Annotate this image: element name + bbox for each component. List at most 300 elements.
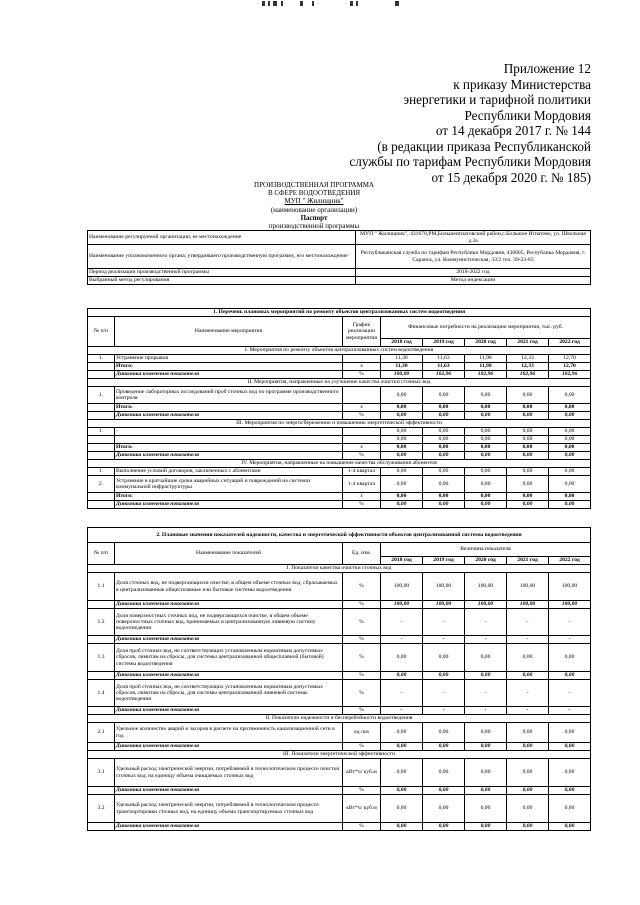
row-number [88, 823, 115, 831]
row-name: Динамика изменения показателя [115, 601, 343, 609]
row-name: - [115, 428, 343, 436]
passport-value: Республиканская служба по тарифам Республики Мордовия, 430005, Республика Мордовия, г. Саранск, ул. Коммунистическая, 33/2 тел. 39-23-83 [356, 245, 591, 269]
row-name: Динамика изменения показателя [115, 501, 343, 509]
row-value: - [465, 707, 507, 715]
row-value: 102,96 [549, 371, 591, 379]
col-header-num: № п/п [88, 317, 115, 347]
row-value: 100,00 [381, 573, 423, 601]
row-value: 0,00 [381, 493, 423, 501]
row-value: - [507, 636, 549, 644]
row-value: - [423, 609, 465, 636]
row-number: 1. [88, 468, 115, 476]
passport-row [88, 277, 591, 285]
year-header: 2022 год [549, 557, 591, 565]
row-number: 3.1 [88, 759, 115, 787]
row-value: - [549, 680, 591, 707]
row-value: 0,00 [423, 644, 465, 672]
table-row [88, 404, 591, 412]
passport-value: 2018-2022 год [356, 269, 591, 277]
appendix-line: службы по тарифам Республики Мордовия [349, 154, 591, 169]
row-value: - [549, 609, 591, 636]
row-value: 0,00 [381, 743, 423, 751]
row-value: 0,00 [423, 468, 465, 476]
passport-label: Наименование регулируемой организации, ее местонахождение [88, 231, 356, 245]
row-value: 0,00 [507, 387, 549, 404]
row-schedule [343, 355, 381, 363]
row-schedule: х [343, 404, 381, 412]
passport-heading: Паспорт [300, 213, 328, 222]
row-value: 100,00 [381, 371, 423, 379]
year-header: 2022 год [549, 339, 591, 347]
row-name: Удельное количество аварий и засоров в расчете на протяженность канализационной сети в год [115, 723, 343, 743]
appendix-line: от 14 декабря 2017 г. № 144 [435, 123, 591, 138]
row-value: 0,00 [507, 452, 549, 460]
row-unit: % [343, 644, 381, 672]
row-schedule: 1-4 квартал [343, 468, 381, 476]
section-heading: III. Мероприятия по энергосбережению и повышению энергетической эффективности [88, 420, 591, 428]
row-value: 0,00 [465, 404, 507, 412]
row-number [88, 444, 115, 452]
row-schedule: х [343, 444, 381, 452]
row-unit: % [343, 823, 381, 831]
appendix-line: (в редакции приказа Республиканской [377, 138, 591, 154]
row-value: 0,00 [423, 787, 465, 795]
row-value: 0,00 [423, 723, 465, 743]
row-value: 0,00 [465, 493, 507, 501]
year-header: 2021 год [507, 339, 549, 347]
row-value: 11,98 [465, 355, 507, 363]
row-value: - [381, 609, 423, 636]
row-value: 0,00 [465, 644, 507, 672]
program-title-line: ПРОИЗВОДСТВЕННАЯ ПРОГРАММА [254, 181, 374, 189]
row-number: 1.1 [88, 573, 115, 601]
row-unit: % [343, 609, 381, 636]
row-value: 0,00 [507, 468, 549, 476]
row-value: 0,00 [507, 823, 549, 831]
appendix-line: Республики Мордовия [464, 107, 591, 123]
row-unit: % [343, 573, 381, 601]
passport-row [88, 245, 591, 269]
row-value: 0,00 [423, 795, 465, 823]
table-row [88, 573, 591, 601]
row-number: 1. [88, 355, 115, 363]
row-value: 0,00 [423, 759, 465, 787]
table-row [88, 601, 591, 609]
row-number [88, 493, 115, 501]
row-value: 0,00 [465, 823, 507, 831]
indicators-table [87, 527, 591, 831]
row-value: 0,00 [465, 452, 507, 460]
measures-title: 1. Перечень плановых мероприятий по ремонту объектов централизованных систем водоотведения [88, 309, 591, 317]
row-value: 11,98 [465, 363, 507, 371]
row-value: - [549, 636, 591, 644]
row-name: Динамика изменения показателя [115, 672, 343, 680]
row-value: - [465, 680, 507, 707]
appendix-line: от 15 декабря 2020 г. № 185) [431, 169, 591, 185]
row-value: 0,00 [507, 493, 549, 501]
row-value: 0,00 [381, 476, 423, 493]
row-number: 2.1 [88, 723, 115, 743]
row-value: 102,96 [507, 371, 549, 379]
scan-edge-marks [0, 0, 640, 8]
appendix-line: энергетики и тарифной политики [403, 92, 591, 107]
table-row [88, 355, 591, 363]
year-header: 2018 год [381, 557, 423, 565]
row-value: 0,00 [381, 468, 423, 476]
row-value: 0,00 [465, 672, 507, 680]
row-value: 0,00 [381, 428, 423, 436]
row-value: 0,00 [423, 452, 465, 460]
row-number [88, 743, 115, 751]
row-value: 0,00 [381, 412, 423, 420]
row-number [88, 501, 115, 509]
table-row [88, 436, 591, 444]
row-number: 3.2 [88, 795, 115, 823]
section-heading: III. Показатели энергетической эффективности [88, 751, 591, 759]
col-header-num: № п/п [88, 543, 115, 565]
appendix-header [331, 61, 591, 185]
row-value: 0,00 [549, 444, 591, 452]
row-number: 1. [88, 428, 115, 436]
table-row [88, 680, 591, 707]
row-value: 0,00 [465, 743, 507, 751]
row-value: 0,00 [465, 476, 507, 493]
row-schedule: х [343, 363, 381, 371]
row-schedule: % [343, 501, 381, 509]
row-value: 0,00 [381, 723, 423, 743]
row-schedule: % [343, 412, 381, 420]
organization-name: МУП " Жилищник" [284, 197, 344, 206]
row-value: 0,00 [465, 787, 507, 795]
row-name: Доля сточных вод, не подвергающихся очистке, в общем объеме сточных вод, сбрасываемых в централизованные общесплавные или бытовые системы водоотведения [115, 573, 343, 601]
appendix-line: к приказу Министерства [453, 76, 591, 92]
row-name: Устранение прорывов [115, 355, 343, 363]
table-row [88, 412, 591, 420]
table-row [88, 468, 591, 476]
row-value: 11,63 [423, 363, 465, 371]
row-value: 0,00 [549, 493, 591, 501]
table-row [88, 444, 591, 452]
row-value: 100,00 [381, 601, 423, 609]
row-value: 0,00 [507, 644, 549, 672]
row-value: - [507, 609, 549, 636]
row-value: 0,00 [549, 412, 591, 420]
row-name: Выполнение условий договоров, заключенных с абонентами [115, 468, 343, 476]
row-value: - [381, 636, 423, 644]
row-number [88, 412, 115, 420]
row-value: 0,00 [549, 823, 591, 831]
row-schedule: 1-4 квартал [343, 476, 381, 493]
row-name: Итого: [115, 404, 343, 412]
table-row [88, 723, 591, 743]
table-row [88, 428, 591, 436]
appendix-line: Приложение 12 [503, 61, 591, 76]
row-value: 0,00 [549, 723, 591, 743]
row-value: 0,00 [507, 404, 549, 412]
section-heading: II. Мероприятия, направленные на улучшение качества очистки сточных вод [88, 379, 591, 387]
row-value: - [423, 707, 465, 715]
row-value: 0,00 [549, 787, 591, 795]
row-number: 1. [88, 387, 115, 404]
row-name [115, 436, 343, 444]
row-value: 102,96 [423, 371, 465, 379]
row-value: 0,00 [507, 759, 549, 787]
row-value: 0,00 [549, 759, 591, 787]
row-value: 0,00 [507, 412, 549, 420]
table-row [88, 493, 591, 501]
row-value: 0,00 [423, 501, 465, 509]
row-value: 100,00 [507, 573, 549, 601]
row-unit: % [343, 672, 381, 680]
row-schedule: х [343, 493, 381, 501]
row-name: Удельный расход электрической энергии, потребляемой в технологическом процессе очистки сточных вод, на единицу объема очищаемых сточных вод [115, 759, 343, 787]
row-number [88, 672, 115, 680]
row-value: 0,00 [465, 444, 507, 452]
row-value: 0,00 [549, 428, 591, 436]
row-name: Динамика изменения показателя [115, 636, 343, 644]
row-value: 12,70 [549, 363, 591, 371]
program-title [214, 181, 414, 230]
row-unit: % [343, 601, 381, 609]
row-value: - [381, 680, 423, 707]
row-value: 0,00 [423, 493, 465, 501]
row-number [88, 371, 115, 379]
row-value: 0,00 [381, 404, 423, 412]
col-header-schedule: График реализации мероприятия [343, 317, 381, 347]
row-number [88, 452, 115, 460]
row-value: 0,00 [549, 468, 591, 476]
table-row [88, 501, 591, 509]
year-header: 2018 год [381, 339, 423, 347]
row-value: 11,63 [423, 355, 465, 363]
row-value: 100,00 [507, 601, 549, 609]
row-number [88, 636, 115, 644]
table-row [88, 387, 591, 404]
col-header-name: Наименование показателей [115, 543, 343, 565]
row-name: Динамика изменения показателя [115, 787, 343, 795]
row-value: 0,00 [423, 476, 465, 493]
row-value: - [507, 707, 549, 715]
section-heading: II. Показатели надежности и бесперебойности водоотведения [88, 715, 591, 723]
row-value: 0,00 [465, 387, 507, 404]
row-value: 0,00 [465, 468, 507, 476]
passport-row [88, 269, 591, 277]
table-row [88, 476, 591, 493]
col-header-unit: Ед. изм. [343, 543, 381, 565]
year-header: 2021 год [507, 557, 549, 565]
row-value: 0,00 [381, 444, 423, 452]
row-number: 1.2 [88, 609, 115, 636]
row-value: 0,00 [507, 444, 549, 452]
row-unit: % [343, 680, 381, 707]
row-value: 0,00 [465, 412, 507, 420]
row-number: 2. [88, 476, 115, 493]
row-value: 0,00 [423, 428, 465, 436]
row-schedule [343, 387, 381, 404]
row-value: 0,00 [423, 823, 465, 831]
row-value: - [465, 609, 507, 636]
passport-label: Период реализации производственной программы [88, 269, 356, 277]
row-value: 0,00 [381, 672, 423, 680]
row-value: 11,30 [381, 363, 423, 371]
row-number [88, 601, 115, 609]
passport-subheading: производственной программы [268, 222, 360, 231]
row-value: 0,00 [381, 759, 423, 787]
row-name: Итого: [115, 493, 343, 501]
row-value: 100,00 [465, 573, 507, 601]
col-header-name: Наименование мероприятия [115, 317, 343, 347]
row-name: Доля поверхностных сточных вод, не подвергающихся очистке, в общем объеме поверхностных сточных вод, принимаемых в централизованную ливневую систему водоотведения [115, 609, 343, 636]
row-value: 0,00 [549, 452, 591, 460]
row-unit: ед./км [343, 723, 381, 743]
row-value: 0,00 [423, 412, 465, 420]
table-row [88, 609, 591, 636]
passport-table [87, 230, 591, 285]
row-name: Динамика изменения показателя [115, 452, 343, 460]
indicators-title: 2. Плановые значения показателей надежности, качества и энергетической эффективности объектов централизованной системы водоотведения [88, 528, 591, 543]
row-value: 0,00 [423, 743, 465, 751]
row-value: 0,00 [381, 501, 423, 509]
table-row [88, 759, 591, 787]
col-header-finance: Финансовые потребности на реализацию мероприятия, тыс. руб. [381, 317, 591, 339]
row-value: 0,00 [423, 672, 465, 680]
section-heading: I. Показатели качества очистки сточных вод [88, 565, 591, 573]
row-value: 0,00 [507, 787, 549, 795]
row-value: 0,00 [381, 387, 423, 404]
row-value: 0,00 [507, 436, 549, 444]
row-value: 0,00 [381, 823, 423, 831]
row-name: Итого: [115, 444, 343, 452]
row-value: - [423, 680, 465, 707]
row-value: 0,00 [549, 387, 591, 404]
year-header: 2019 год [423, 557, 465, 565]
row-value: 0,00 [381, 452, 423, 460]
row-value: 0,00 [549, 404, 591, 412]
row-value: 100,00 [423, 573, 465, 601]
row-value: 0,00 [507, 795, 549, 823]
row-value: 0,00 [465, 795, 507, 823]
row-name: Динамика изменения показателя [115, 743, 343, 751]
passport-row [88, 231, 591, 245]
measures-table [87, 308, 591, 509]
row-value: 100,00 [423, 601, 465, 609]
row-value: 12,70 [549, 355, 591, 363]
row-value: 0,00 [465, 501, 507, 509]
row-schedule: % [343, 371, 381, 379]
row-value: 0,00 [381, 795, 423, 823]
row-value: 0,00 [381, 644, 423, 672]
table-row [88, 707, 591, 715]
row-value: 100,00 [549, 573, 591, 601]
row-name: Устранение в кратчайшие сроки аварийных ситуаций и повреждений на системах коммунальной инфраструктуры [115, 476, 343, 493]
row-unit: кВт*ч/ куб.м [343, 759, 381, 787]
row-value: 0,00 [381, 436, 423, 444]
row-number [88, 436, 115, 444]
row-value: 12,33 [507, 355, 549, 363]
section-heading: IV. Мероприятия, направленные на повышение качества обслуживания абонентов [88, 460, 591, 468]
section-heading: I. Мероприятия по ремонту объектов централизованных систем водоотведения [88, 347, 591, 355]
table-row [88, 644, 591, 672]
table-row [88, 452, 591, 460]
row-value: 0,00 [423, 436, 465, 444]
program-title-line: В СФЕРЕ ВОДООТВЕДЕНИЯ [267, 189, 361, 198]
year-header: 2020 год [465, 339, 507, 347]
row-value: - [381, 707, 423, 715]
row-value: 0,00 [465, 436, 507, 444]
row-value: 0,00 [549, 644, 591, 672]
row-value: 100,00 [465, 601, 507, 609]
table-row [88, 672, 591, 680]
row-value: 0,00 [381, 787, 423, 795]
table-row [88, 787, 591, 795]
row-value: 0,00 [507, 723, 549, 743]
row-number [88, 707, 115, 715]
row-value: 0,00 [423, 444, 465, 452]
table-row [88, 636, 591, 644]
row-name: Доля проб сточных вод, не соответствующих установленным нормативам допустимых сбросов, лимитам на сбросы, для системы централизованной ливневой системы водоотведения [115, 680, 343, 707]
table-row [88, 371, 591, 379]
row-value: 0,00 [507, 476, 549, 493]
passport-label: Выбранный метод регулирования [88, 277, 356, 285]
row-value: 0,00 [465, 428, 507, 436]
table-row [88, 363, 591, 371]
row-value: 0,00 [507, 743, 549, 751]
year-header: 2019 год [423, 339, 465, 347]
row-name: Проведение лабораторных исследований проб сточных вод по программе производственного контроля [115, 387, 343, 404]
row-value: 0,00 [549, 436, 591, 444]
table-row [88, 795, 591, 823]
passport-value: Метод индексации [356, 277, 591, 285]
row-name: Удельный расход электрической энергии, потребляемой в технологическом процессе транспортировки сточных вод, на единицу объема транспортируемых сточных вод [115, 795, 343, 823]
row-name: Доля проб сточных вод, не соответствующих установленным нормативам допустимых сбросов, лимитам на сбросы, для системы централизованной общесплавной (бытовой) системы водоотведения [115, 644, 343, 672]
table-row [88, 743, 591, 751]
organization-caption: (наименование организации) [270, 205, 358, 214]
row-value: 0,00 [549, 476, 591, 493]
row-unit: % [343, 636, 381, 644]
row-number [88, 363, 115, 371]
row-unit: % [343, 787, 381, 795]
row-schedule [343, 436, 381, 444]
row-unit: % [343, 743, 381, 751]
row-value: - [423, 636, 465, 644]
row-value: 0,00 [549, 672, 591, 680]
row-value: 0,00 [507, 501, 549, 509]
row-value: 11,30 [381, 355, 423, 363]
row-number [88, 404, 115, 412]
row-name: Динамика изменения показателя [115, 707, 343, 715]
row-value: 0,00 [549, 743, 591, 751]
row-name: Динамика изменения показателя [115, 823, 343, 831]
row-value: 0,00 [507, 428, 549, 436]
row-value: 0,00 [423, 387, 465, 404]
row-value: 0,00 [507, 672, 549, 680]
row-number [88, 787, 115, 795]
row-schedule [343, 428, 381, 436]
row-name: Итого: [115, 363, 343, 371]
row-schedule: % [343, 452, 381, 460]
row-value: - [549, 707, 591, 715]
row-value: - [507, 680, 549, 707]
row-name: Динамика изменения показателя [115, 371, 343, 379]
passport-value: МУП " Жилищник", 431670,РМ,Большеигнатовский район,с.Большое Игнатово, ул. Школьная д.3а [356, 231, 591, 245]
passport-label: Наименование уполномоченного органа, утвердившего производственную программу, его местонахождение [88, 245, 356, 269]
row-value: 0,00 [423, 404, 465, 412]
row-number: 1.4 [88, 680, 115, 707]
col-header-value: Величина показателя [381, 543, 591, 557]
row-unit: кВт*ч/ куб.м [343, 795, 381, 823]
row-name: Динамика изменения показателя [115, 412, 343, 420]
row-value: 102,96 [465, 371, 507, 379]
